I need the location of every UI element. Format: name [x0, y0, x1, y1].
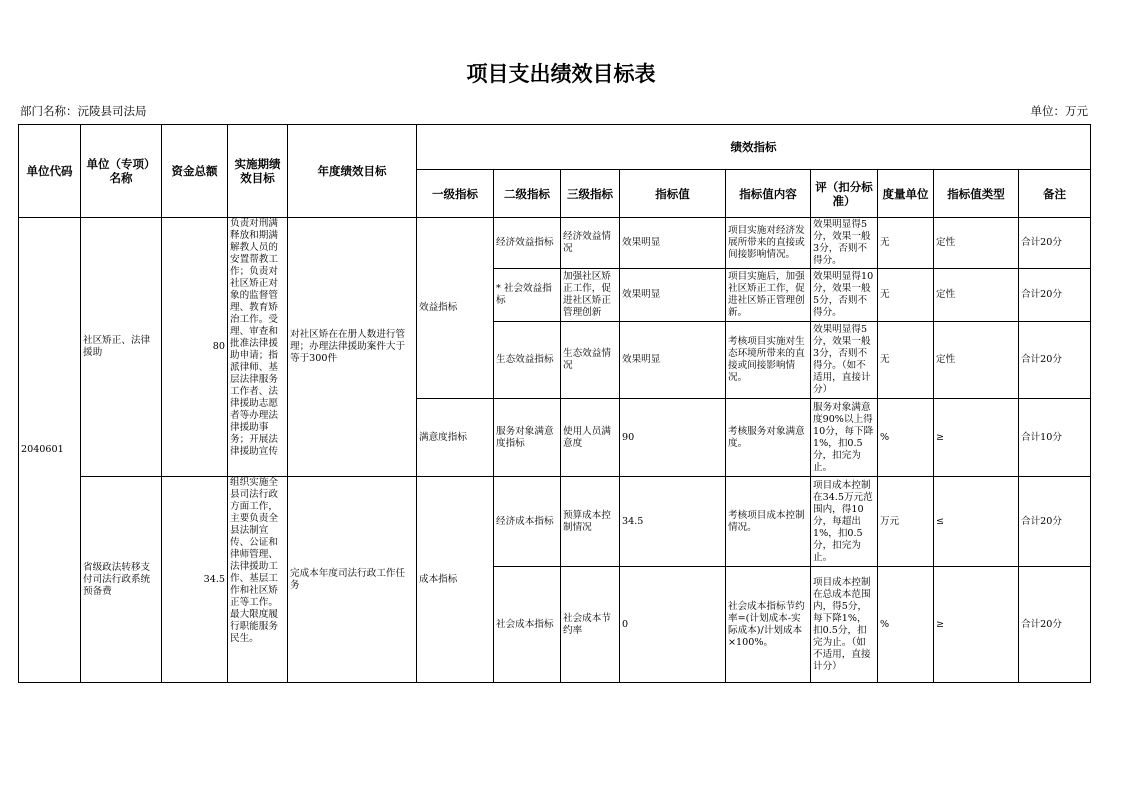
value-cell: 效果明显 — [620, 218, 726, 269]
period-goal-cell — [228, 477, 288, 683]
annual-goal-cell: 完成本年度司法行政工作任务 — [288, 477, 417, 683]
header-note: 备注 — [1019, 170, 1091, 218]
note-cell: 合计20分 — [1019, 567, 1091, 683]
value-content-cell: 社会成本指标节约率=(计划成本-实际成本)/计划成本×100%。 — [726, 567, 811, 683]
value-cell: 效果明显 — [620, 269, 726, 322]
level3-cell: 预算成本控制情况 — [561, 477, 620, 567]
level2-cell: 经济成本指标 — [494, 477, 561, 567]
header-level1: 一级指标 — [417, 170, 494, 218]
value-cell: 34.5 — [620, 477, 726, 567]
scoring-cell: 效果明显得5分，效果一般3分，否则不得分。（如不适用，直接计分） — [811, 322, 878, 399]
project-amount-cell: 34.5 — [162, 477, 228, 683]
value-type-cell: ≥ — [934, 399, 1019, 477]
header-performance-indicators: 绩效指标 — [417, 125, 1091, 170]
measure-unit-cell: 万元 — [878, 477, 934, 567]
period-goal-text: 负责对刑满释放和期满解教人员的安置帮教工作；负责对社区矫正对象的监督管理、教育矫治工作。受理、审查和批准法律援助申请；指派律师、基层法律服务工作者、法律援助志愿者等办理法律援助事务；开展法律援助宣传 — [230, 218, 278, 457]
scoring-cell: 项目成本控制在总成本范围内，得5分，每下降1%，扣0.5分，扣完为止。（如不适用，直接计分） — [811, 567, 878, 683]
project-amount-cell: 80 — [162, 218, 228, 477]
value-type-cell: ≥ — [934, 567, 1019, 683]
note-cell: 合计20分 — [1019, 218, 1091, 269]
header-unit-name: 单位（专项）名称 — [81, 125, 162, 218]
scoring-cell: 项目成本控制在34.5万元范围内，得10分，每超出1%，扣0.5分，扣完为止。 — [811, 477, 878, 567]
header-period-goal: 实施期绩效目标 — [228, 125, 288, 218]
project-name-cell: 省级政法转移支付司法行政系统预备费 — [81, 477, 162, 683]
header-value-content: 指标值内容 — [726, 170, 811, 218]
level3-cell: 经济效益情况 — [561, 218, 620, 269]
value-cell: 0 — [620, 567, 726, 683]
header-total-funds: 资金总额 — [162, 125, 228, 218]
measure-unit-cell: 无 — [878, 218, 934, 269]
period-goal-text: 组织实施全县司法行政方面工作，主要负责全县法制宣传、公证和律师管理、法律援助工作、基层工作和社区矫正等工作。最大限度履行职能服务民生。 — [230, 477, 278, 644]
performance-table — [18, 124, 1091, 683]
scoring-cell: 效果明显得10分，效果一般5分，否则不得分。 — [811, 269, 878, 322]
level3-cell: 加强社区矫正工作，促进社区矫正管理创新 — [561, 269, 620, 322]
level2-cell: * 社会效益指标 — [494, 269, 561, 322]
header-value: 指标值 — [620, 170, 726, 218]
header-row-1 — [19, 125, 1091, 170]
level2-cell: 服务对象满意度指标 — [494, 399, 561, 477]
header-annual-goal: 年度绩效目标 — [288, 125, 417, 218]
level1-cell: 成本指标 — [417, 477, 494, 683]
header-level3: 三级指标 — [561, 170, 620, 218]
header-scoring: 评（扣分标准） — [811, 170, 878, 218]
note-cell: 合计20分 — [1019, 477, 1091, 567]
value-type-cell: 定性 — [934, 322, 1019, 399]
table-row — [19, 477, 1091, 567]
level3-cell: 生态效益情况 — [561, 322, 620, 399]
value-content-cell: 考核项目成本控制情况。 — [726, 477, 811, 567]
annual-goal-cell: 对社区矫在在册人数进行管理；办理法律援助案件大于等于300件 — [288, 218, 417, 477]
value-content-cell: 考核服务对象满意度。 — [726, 399, 811, 477]
project-name-cell: 社区矫正、法律援助 — [81, 218, 162, 477]
currency-unit: 单位：万元 — [1030, 104, 1088, 118]
value-content-cell: 考核项目实施对生态环境所带来的直接或间接影响情况。 — [726, 322, 811, 399]
header-measure-unit: 度量单位 — [878, 170, 934, 218]
note-cell: 合计20分 — [1019, 322, 1091, 399]
value-cell: 效果明显 — [620, 322, 726, 399]
level2-cell: 生态效益指标 — [494, 322, 561, 399]
department-name: 部门名称：沅陵县司法局 — [20, 104, 147, 118]
scoring-cell: 效果明显得5分，效果一般3分，否则不得分。 — [811, 218, 878, 269]
note-cell: 合计20分 — [1019, 269, 1091, 322]
level1-cell: 满意度指标 — [417, 399, 494, 477]
measure-unit-cell: % — [878, 567, 934, 683]
scoring-cell: 服务对象满意度90%以上得10分，每下降1%，扣0.5分，扣完为止。 — [811, 399, 878, 477]
value-type-cell: ≤ — [934, 477, 1019, 567]
value-cell: 90 — [620, 399, 726, 477]
level2-cell: 社会成本指标 — [494, 567, 561, 683]
header-level2: 二级指标 — [494, 170, 561, 218]
measure-unit-cell: % — [878, 399, 934, 477]
table-row — [19, 218, 1091, 269]
value-type-cell: 定性 — [934, 269, 1019, 322]
measure-unit-cell: 无 — [878, 322, 934, 399]
value-content-cell: 项目实施后，加强社区矫正工作，促进社区矫正管理创新。 — [726, 269, 811, 322]
period-goal-cell — [228, 218, 288, 477]
measure-unit-cell: 无 — [878, 269, 934, 322]
level3-cell: 使用人员满意度 — [561, 399, 620, 477]
value-content-cell: 项目实施对经济发展所带来的直接或间接影响情况。 — [726, 218, 811, 269]
value-type-cell: 定性 — [934, 218, 1019, 269]
unit-code-cell: 2040601 — [19, 218, 81, 683]
note-cell: 合计10分 — [1019, 399, 1091, 477]
header-unit-code: 单位代码 — [19, 125, 81, 218]
level2-cell: 经济效益指标 — [494, 218, 561, 269]
level3-cell: 社会成本节约率 — [561, 567, 620, 683]
page-title: 项目支出绩效目标表 — [466, 62, 656, 86]
level1-cell: 效益指标 — [417, 218, 494, 399]
header-value-type: 指标值类型 — [934, 170, 1019, 218]
